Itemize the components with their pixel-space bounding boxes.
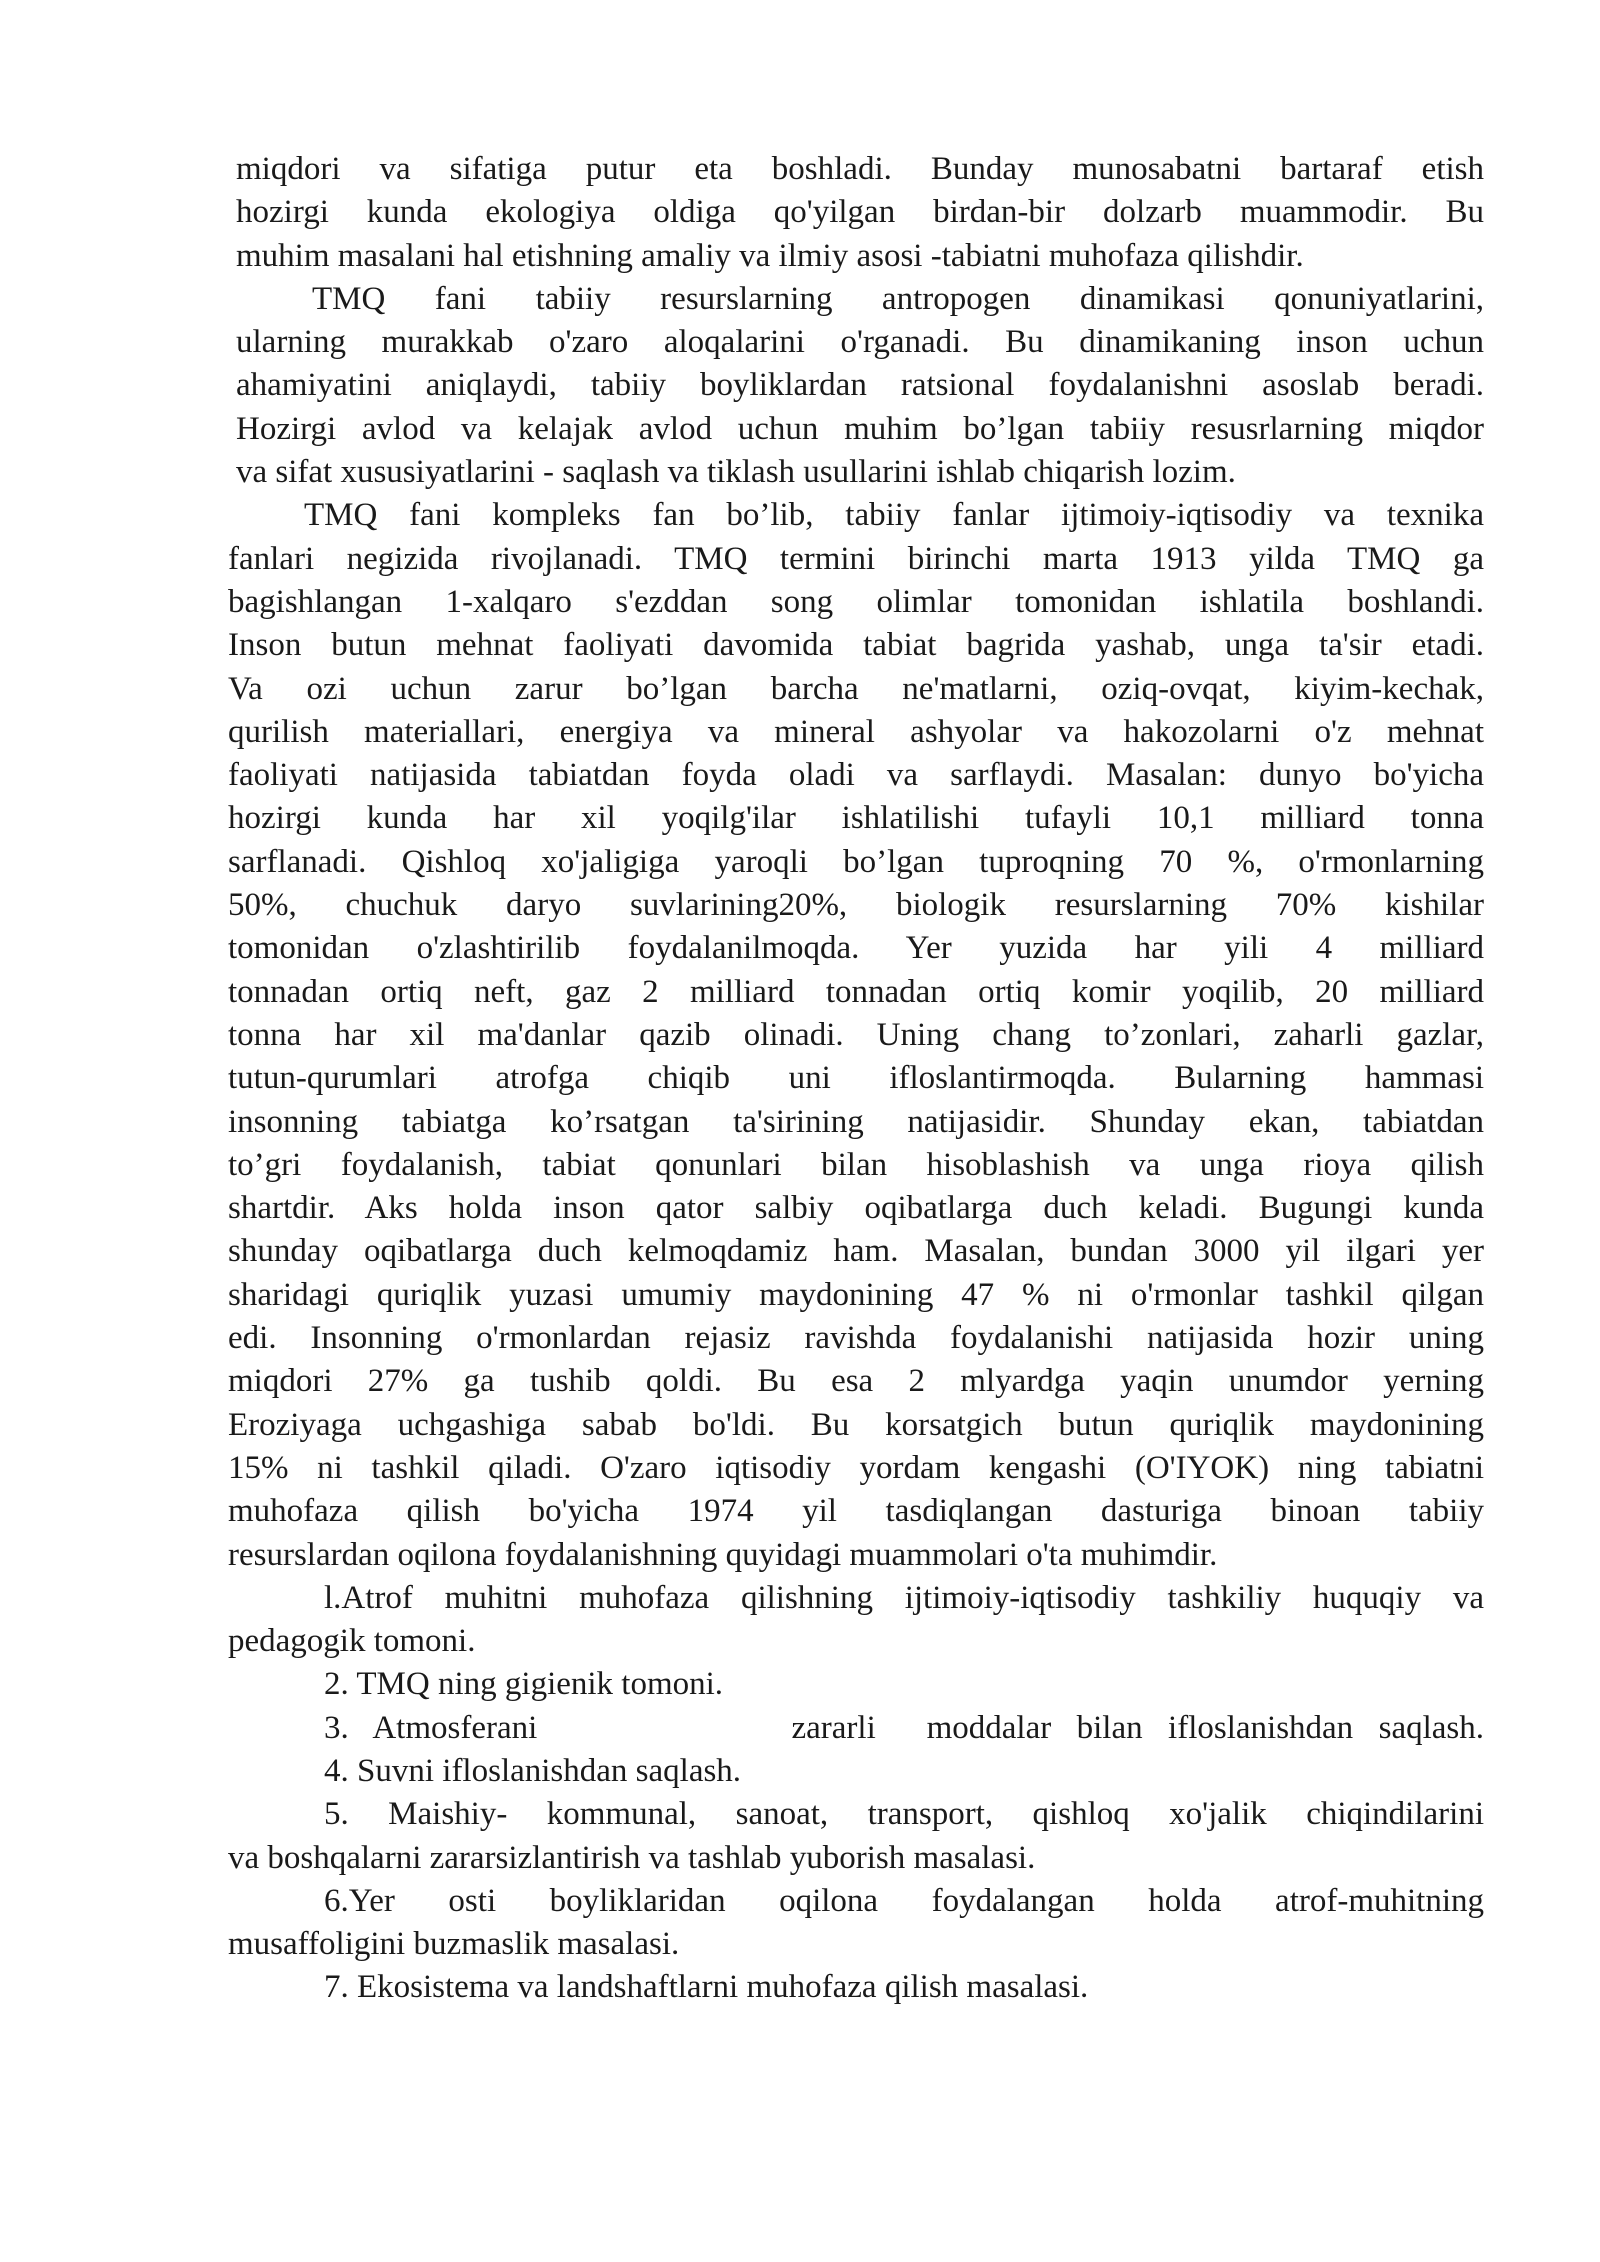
list-item-5	[228, 1793, 1484, 1880]
list-item-4	[228, 1750, 1484, 1793]
text-line: l.Atrof muhitni muhofaza qilishning ijtimoiy-iqtisodiy tashkiliy huquqiy va	[324, 1579, 1484, 1616]
text-line: 2. TMQ ning gigienik tomoni.	[324, 1666, 724, 1703]
text-line: tonnadan ortiq neft, gaz 2 milliard tonnadan ortiq komir yoqilib, 20 milliard	[228, 973, 1484, 1010]
text-line: 50%, chuchuk daryo suvlarining20%, biologik resurslarning 70% kishilar	[228, 887, 1484, 924]
text-line: pedagogik tomoni.	[228, 1623, 476, 1660]
text-line: Eroziyaga uchgashiga sabab bo'ldi. Bu korsatgich butun quriqlik maydonining	[228, 1406, 1484, 1443]
paragraph-intro	[228, 148, 1484, 278]
text-line: resurslardan oqilona foydalanishning quyidagi muammolari o'ta muhimdir.	[228, 1536, 1218, 1573]
text-line: 15% ni tashkil qiladi. O'zaro iqtisodiy yordam kengashi (O'IYOK) ning tabiatni	[228, 1449, 1484, 1486]
text-line: va sifat xususiyatlarini - saqlash va tiklash usullarini ishlab chiqarish lozim.	[236, 454, 1236, 491]
text-line: sarflanadi. Qishloq xo'jaligiga yaroqli bo’lgan tuproqning 70 %, o'rmonlarning	[228, 843, 1484, 880]
document-page	[228, 148, 1484, 2010]
list-item-6	[228, 1880, 1484, 1967]
text-line: insonning tabiatga ko’rsatgan ta'sirining natijasidir. Shunday ekan, tabiatdan	[228, 1103, 1484, 1140]
paragraph-tmq-complex	[228, 494, 1484, 1576]
text-line: shartdir. Aks holda inson qator salbiy oqibatlarga duch keladi. Bugungi kunda	[228, 1190, 1484, 1227]
text-line: shunday oqibatlarga duch kelmoqdamiz ham. Masalan, bundan 3000 yil ilgari yer	[228, 1233, 1484, 1270]
list-item-1	[228, 1577, 1484, 1664]
text-line: hozirgi kunda ekologiya oldiga qo'yilgan birdan-bir dolzarb muammodir. Bu	[236, 194, 1484, 231]
text-line: ahamiyatini aniqlaydi, tabiiy boyliklardan ratsional foydalanishni asoslab beradi.	[236, 367, 1484, 404]
text-line: TMQ fani kompleks fan bo’lib, tabiiy fanlar ijtimoiy-iqtisodiy va texnika	[304, 497, 1484, 534]
text-line: muhofaza qilish bo'yicha 1974 yil tasdiqlangan dasturiga binoan tabiiy	[228, 1493, 1484, 1530]
text-line: to’gri foydalanish, tabiat qonunlari bilan hisoblashish va unga rioya qilish	[228, 1146, 1484, 1183]
text-line: faoliyati natijasida tabiatdan foyda oladi va sarflaydi. Masalan: dunyo bo'yicha	[228, 757, 1484, 794]
text-line: fanlari negizida rivojlanadi. TMQ termini birinchi marta 1913 yilda TMQ ga	[228, 540, 1484, 577]
text-line: tomonidan o'zlashtirilib foydalanilmoqda. Yer yuzida har yili 4 milliard	[228, 930, 1484, 967]
text-line: Va ozi uchun zarur bo’lgan barcha ne'matlarni, oziq-ovqat, kiyim-kechak,	[228, 670, 1484, 707]
text-line: miqdori 27% ga tushib qoldi. Bu esa 2 mlyardga yaqin unumdor yerning	[228, 1363, 1484, 1400]
list-item-2	[228, 1663, 1484, 1706]
text-line: 5. Maishiy- kommunal, sanoat, transport, qishloq xo'jalik chiqindilarini	[324, 1796, 1484, 1833]
list-item-7	[228, 1966, 1484, 2009]
text-line: 6.Yer osti boyliklaridan oqilona foydalangan holda atrof-muhitning	[324, 1882, 1484, 1919]
text-line: sharidagi quriqlik yuzasi umumiy maydonining 47 % ni o'rmonlar tashkil qilgan	[228, 1276, 1484, 1313]
text-line: musaffoligini buzmaslik masalasi.	[228, 1926, 680, 1963]
text-line: bagishlangan 1-xalqaro s'ezddan song olimlar tomonidan ishlatila boshlandi.	[228, 583, 1484, 620]
text-line: tutun-qurumlari atrofga chiqib uni ifloslantirmoqda. Bularning hammasi	[228, 1060, 1484, 1097]
text-line: va boshqalarni zararsizlantirish va tashlab yuborish masalasi.	[228, 1839, 1036, 1876]
text-line: TMQ fani tabiiy resurslarning antropogen dinamikasi qonuniyatlarini,	[312, 280, 1484, 317]
text-line: edi. Insonning o'rmonlardan rejasiz ravishda foydalanishi natijasida hozir uning	[228, 1320, 1484, 1357]
text-line: 4. Suvni ifloslanishdan saqlash.	[324, 1752, 742, 1789]
text-line: 3. Atmosferani zararli moddalar bilan ifloslanishdan saqlash.	[324, 1709, 1484, 1746]
text-line: miqdori va sifatiga putur eta boshladi. Bunday munosabatni bartaraf etish	[236, 151, 1484, 187]
text-line: Inson butun mehnat faoliyati davomida tabiat bagrida yashab, unga ta'sir etadi.	[228, 627, 1484, 664]
paragraph-tmq-dynamics	[228, 278, 1484, 494]
list-item-3	[228, 1707, 1484, 1750]
text-line: 7. Ekosistema va landshaftlarni muhofaza qilish masalasi.	[324, 1969, 1089, 2006]
text-line: hozirgi kunda har xil yoqilg'ilar ishlatilishi tufayli 10,1 milliard tonna	[228, 800, 1484, 837]
text-line: muhim masalani hal etishning amaliy va ilmiy asosi -tabiatni muhofaza qilishdir.	[236, 237, 1304, 274]
text-line: Hozirgi avlod va kelajak avlod uchun muhim bo’lgan tabiiy resusrlarning miqdor	[236, 410, 1484, 447]
text-line: qurilish materiallari, energiya va mineral ashyolar va hakozolarni o'z mehnat	[228, 713, 1484, 750]
text-line: ularning murakkab o'zaro aloqalarini o'rganadi. Bu dinamikaning inson uchun	[236, 324, 1484, 361]
text-line: tonna har xil ma'danlar qazib olinadi. Uning chang to’zonlari, zaharli gazlar,	[228, 1016, 1484, 1053]
